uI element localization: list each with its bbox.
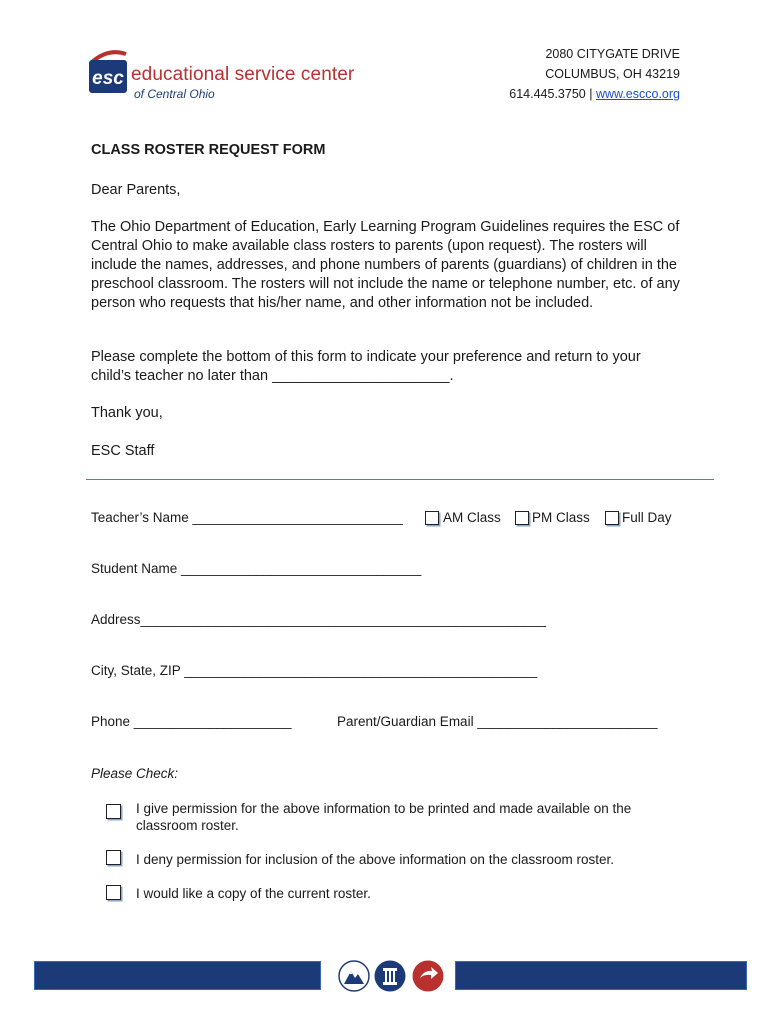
full-day-label: Full Day xyxy=(622,510,672,525)
logo-subtitle: of Central Ohio xyxy=(134,87,215,101)
roster-copy-label: I would like a copy of the current roster. xyxy=(136,886,371,901)
please-check-heading: Please Check: xyxy=(91,766,179,781)
am-class-checkbox[interactable] xyxy=(425,511,439,525)
full-day-checkbox[interactable] xyxy=(605,511,619,525)
section-divider xyxy=(86,479,714,480)
address-field[interactable]: Address______________________________________________________ xyxy=(91,612,546,627)
logo-abbrev: esc xyxy=(92,68,124,89)
give-permission-checkbox[interactable] xyxy=(106,804,121,819)
city-state-zip-field[interactable]: City, State, ZIP _______________________________________________ xyxy=(91,663,538,678)
phone-field[interactable]: Phone _____________________ xyxy=(91,714,292,729)
arrow-icon xyxy=(412,960,444,992)
address-line-2: COLUMBUS, OH 43219 xyxy=(545,67,680,81)
address-line-1: 2080 CITYGATE DRIVE xyxy=(545,47,680,61)
deny-permission-label: I deny permission for inclusion of the above information on the classroom roster. xyxy=(136,852,614,867)
am-class-label: AM Class xyxy=(443,510,501,525)
pm-class-checkbox[interactable] xyxy=(515,511,529,525)
website-link[interactable]: www.escco.org xyxy=(595,87,680,101)
intro-paragraph: The Ohio Department of Education, Early Learning Program Guidelines requires the ESC of Central Ohio to make available class rosters to parents (upon request). The rosters will include the names, addresses, and phone numbers of parents (guardians) of children in the preschool classroom. The rosters will not include the name or telephone number, etc. of any person who requests that his/her name, and other information not be included. xyxy=(91,219,680,311)
guardian-email-field[interactable]: Parent/Guardian Email ________________________ xyxy=(337,714,658,729)
column-icon xyxy=(374,960,406,992)
form-title: CLASS ROSTER REQUEST FORM xyxy=(91,142,326,158)
esc-logo-mark xyxy=(88,48,128,94)
instruction-paragraph: Please complete the bottom of this form to indicate your preference and return to your child’s teacher no later than ______________________. xyxy=(91,349,641,384)
roster-copy-checkbox[interactable] xyxy=(106,885,121,900)
give-permission-label: I give permission for the above information to be printed and made available on the classroom roster. xyxy=(136,801,632,833)
teacher-name-field[interactable]: Teacher’s Name ____________________________ xyxy=(91,510,403,525)
mountain-icon xyxy=(338,960,370,992)
pm-class-label: PM Class xyxy=(532,510,590,525)
student-name-field[interactable]: Student Name ________________________________ xyxy=(91,561,422,576)
footer-bar-right xyxy=(455,961,747,990)
logo-name: educational service center xyxy=(131,64,355,85)
deny-permission-checkbox[interactable] xyxy=(106,850,121,865)
greeting: Dear Parents, xyxy=(91,182,181,198)
signature: ESC Staff xyxy=(91,443,155,459)
contact-line xyxy=(509,84,680,104)
phone-number: 614.445.3750 | xyxy=(509,87,593,101)
thank-you: Thank you, xyxy=(91,405,163,421)
footer-bar-left xyxy=(34,961,321,990)
